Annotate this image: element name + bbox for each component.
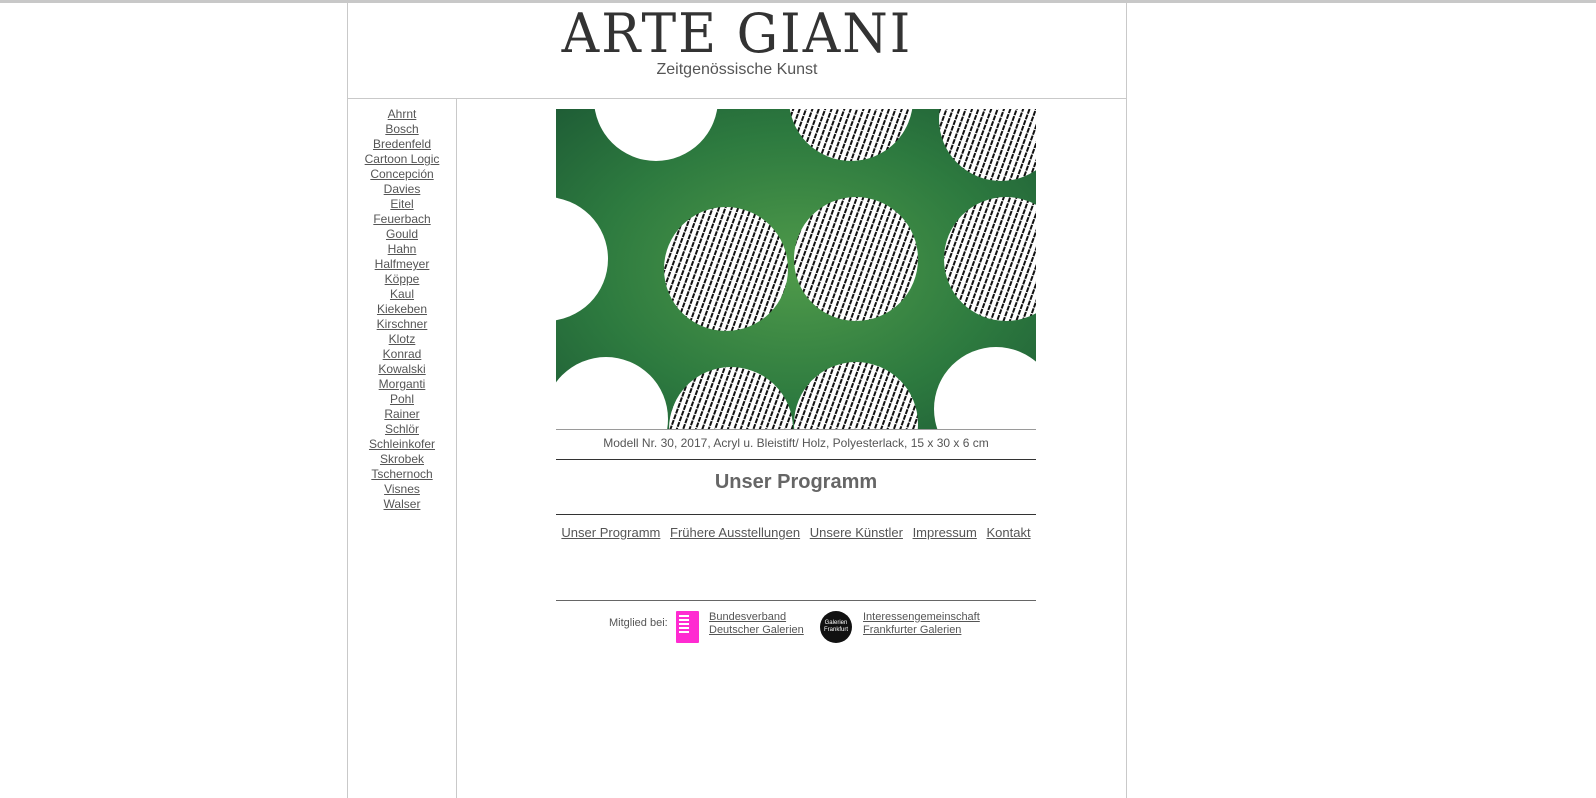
bvdg-link[interactable] — [709, 611, 804, 637]
sidebar-item-schleinkofer[interactable]: Schleinkofer — [368, 437, 436, 451]
sidebar-item-kiekeben[interactable]: Kiekeben — [376, 302, 428, 316]
sidebar-item-kowalski[interactable]: Kowalski — [378, 362, 426, 376]
sidebar-item-klotz[interactable]: Klotz — [388, 332, 416, 346]
footer-navigation — [556, 525, 1036, 540]
membership-label: Mitglied bei: — [609, 617, 668, 629]
membership-section — [556, 611, 1036, 645]
nav-link-unser-programm[interactable]: Unser Programm — [561, 525, 661, 540]
sidebar-item-tschernoch[interactable]: Tschernoch — [371, 467, 433, 481]
sidebar-item-concepcion[interactable]: Concepción — [370, 167, 434, 181]
sidebar-item-rainer[interactable]: Rainer — [384, 407, 420, 421]
sidebar-item-davies[interactable]: Davies — [383, 182, 421, 196]
site-tagline: Zeitgenössische Kunst — [656, 61, 818, 78]
sidebar-item-gould[interactable]: Gould — [385, 227, 419, 241]
sidebar-item-ahrnt[interactable]: Ahrnt — [387, 107, 417, 121]
igf-link[interactable] — [863, 611, 980, 637]
sidebar-item-bredenfeld[interactable]: Bredenfeld — [372, 137, 432, 151]
nav-link-unsere-kuenstler[interactable]: Unsere Künstler — [809, 525, 903, 540]
sidebar-item-koeppe[interactable]: Köppe — [384, 272, 420, 286]
divider-line — [556, 514, 1036, 515]
nav-link-impressum[interactable]: Impressum — [912, 525, 977, 540]
bvdg-logo-icon[interactable] — [676, 611, 699, 643]
sidebar-item-kaul[interactable]: Kaul — [389, 287, 415, 301]
sidebar-item-schloer[interactable]: Schlör — [384, 422, 419, 436]
sidebar-item-skrobek[interactable]: Skrobek — [379, 452, 425, 466]
divider-line — [556, 600, 1036, 601]
igf-logo-text-2: Frankfurt — [823, 627, 848, 633]
sidebar-item-walser[interactable]: Walser — [383, 497, 421, 511]
divider-line — [556, 429, 1036, 430]
sidebar-item-konrad[interactable]: Konrad — [382, 347, 422, 361]
nav-link-kontakt[interactable]: Kontakt — [986, 525, 1031, 540]
sidebar-item-visnes[interactable]: Visnes — [384, 482, 420, 496]
sidebar-item-kirschner[interactable]: Kirschner — [376, 317, 428, 331]
bvdg-link-line2[interactable]: Deutscher Galerien — [709, 624, 804, 636]
page-frame — [347, 3, 1127, 798]
sidebar-item-morganti[interactable]: Morganti — [378, 377, 426, 391]
sidebar-item-hahn[interactable]: Hahn — [387, 242, 417, 256]
bvdg-link-line1[interactable]: Bundesverband — [709, 611, 787, 623]
divider-line — [556, 459, 1036, 460]
igf-logo-icon[interactable] — [820, 611, 852, 643]
sidebar-item-eitel[interactable]: Eitel — [390, 197, 414, 211]
artist-sidebar — [348, 99, 457, 798]
sidebar-item-halfmeyer[interactable]: Halfmeyer — [374, 257, 430, 271]
sidebar-item-bosch[interactable]: Bosch — [385, 122, 419, 136]
igf-link-line1[interactable]: Interessengemeinschaft — [863, 611, 980, 623]
site-header — [348, 3, 1126, 99]
section-title: Unser Programm — [714, 471, 878, 493]
sidebar-item-cartoon-logic[interactable]: Cartoon Logic — [364, 152, 440, 166]
igf-logo-text-1: Galerien — [824, 620, 848, 626]
featured-artwork-image — [556, 109, 1036, 429]
artwork-caption: Modell Nr. 30, 2017, Acryl u. Bleistift/ Holz, Polyesterlack, 15 x 30 x 6 cm — [603, 436, 989, 450]
nav-link-fruehere-ausstellungen[interactable]: Frühere Ausstellungen — [670, 525, 801, 540]
artwork-illustration — [556, 109, 1036, 429]
site-logo[interactable]: ARTE GIANI — [561, 2, 913, 66]
sidebar-item-feuerbach[interactable]: Feuerbach — [373, 212, 431, 226]
sidebar-item-pohl[interactable]: Pohl — [389, 392, 415, 406]
main-content — [457, 99, 1126, 798]
igf-link-line2[interactable]: Frankfurter Galerien — [863, 624, 962, 636]
